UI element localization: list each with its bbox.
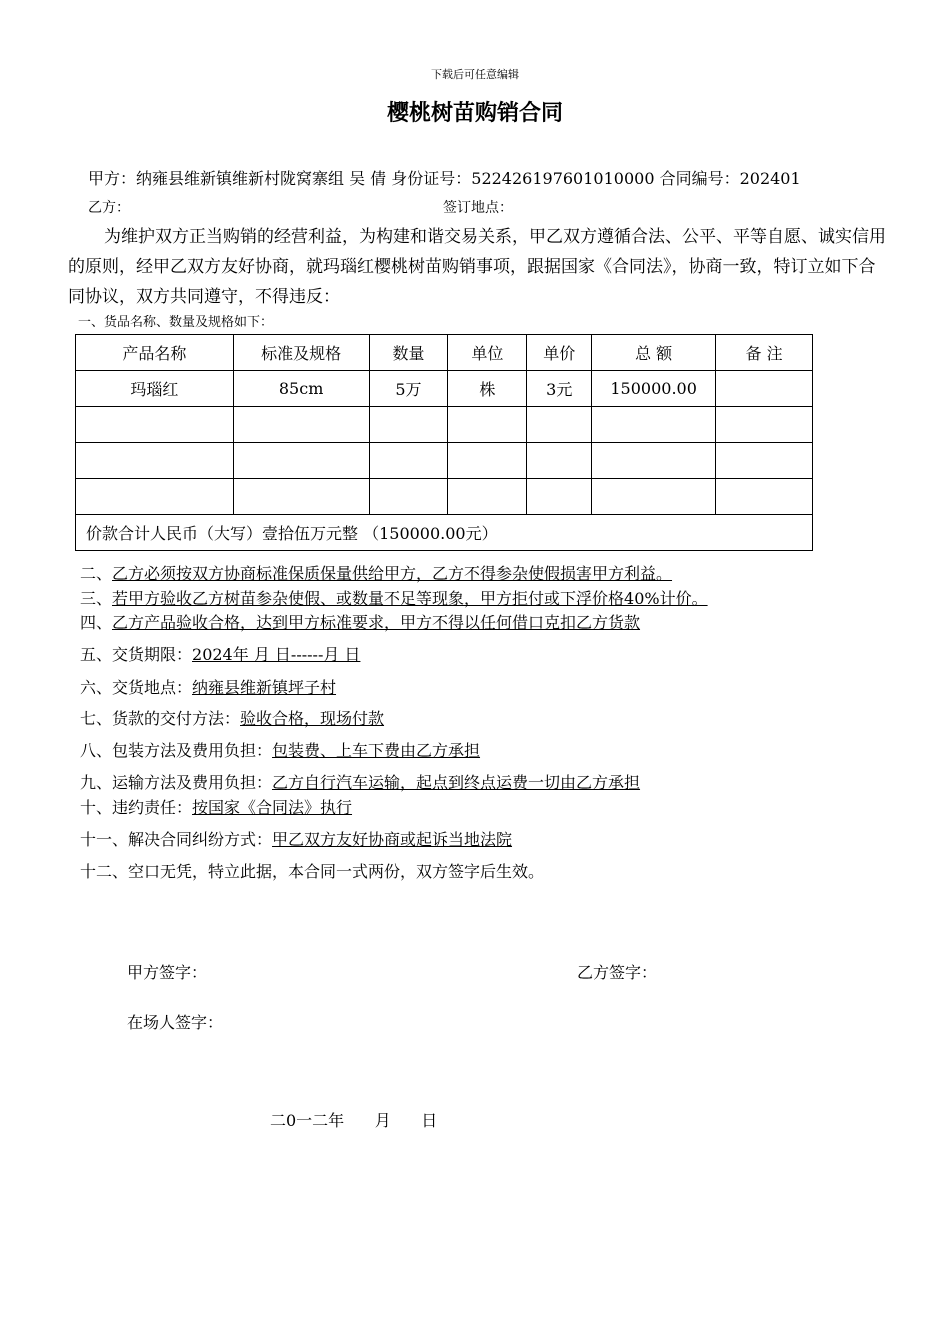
clause-label: 八、包装方法及费用负担： (80, 741, 273, 760)
table-cell: 3元 (527, 371, 592, 407)
contract-date: 二0一二年 月 日 (270, 1111, 438, 1130)
table-cell (448, 443, 527, 479)
table-header-row (76, 335, 813, 371)
party-b-label: 乙方： (88, 200, 130, 216)
party-a-line: 甲方：纳雍县维新镇维新村陇窝寨组 吴 倩 身份证号：522426197601010000 合同编号：202401 (88, 169, 801, 188)
table-cell (76, 407, 234, 443)
clause-text: 甲乙双方友好协商或起诉当地法院 (272, 830, 513, 849)
table-cell (76, 443, 234, 479)
header-note: 下载后可任意编辑 (431, 68, 519, 81)
clause-11 (80, 827, 512, 850)
table-cell (233, 407, 369, 443)
clause-label: 七、货款的交付方法： (80, 709, 241, 728)
table-header-cell: 总 额 (592, 335, 716, 371)
table-cell (592, 407, 716, 443)
party-b-signature-label: 乙方签字： (577, 963, 658, 982)
clause-label: 四、 (80, 613, 113, 632)
table-cell: 5万 (369, 371, 448, 407)
table-header-cell: 标准及规格 (233, 335, 369, 371)
clause-label: 十一、解决合同纠纷方式： (80, 830, 273, 849)
clause-10 (80, 795, 352, 818)
clause-label: 六、交货地点： (80, 678, 193, 697)
clause-label: 十二、空口无凭，特立此据，本合同一式两份，双方签字后生效。 (80, 862, 545, 881)
table-cell: 85cm (233, 371, 369, 407)
clause-text: 包装费、上车下费由乙方承担 (272, 741, 481, 760)
clause-3 (80, 586, 708, 609)
clause-text: 按国家《合同法》执行 (192, 798, 353, 817)
party-a-signature-label: 甲方签字： (127, 963, 208, 982)
table-cell (527, 479, 592, 515)
witness-signature-label: 在场人签字： (127, 1013, 224, 1032)
table-cell (76, 479, 234, 515)
table-row (76, 479, 813, 515)
contract-title: 樱桃树苗购销合同 (386, 100, 563, 126)
table-cell (527, 407, 592, 443)
table-cell (233, 443, 369, 479)
clause-8 (80, 738, 480, 761)
table-header-cell: 产品名称 (76, 335, 234, 371)
clause-4 (80, 610, 640, 633)
table-row (76, 371, 813, 407)
clause-label: 十、违约责任： (80, 798, 193, 817)
table-cell (448, 479, 527, 515)
table-cell (369, 479, 448, 515)
clause-label: 五、交货期限： (80, 645, 193, 664)
clause-9 (80, 770, 640, 793)
intro-paragraph: 为维护双方正当购销的经营利益，为构建和谐交易关系，甲乙双方遵循合法、公平、平等自愿、诚实信用的原则，经甲乙双方友好协商，就玛瑙红樱桃树苗购销事项，跟据国家《合同法》，协商一致，特订立如下合同协议，双方共同遵守，不得违反： (68, 227, 886, 307)
table-header-cell: 数量 (369, 335, 448, 371)
goods-table (75, 334, 813, 551)
clause-text: 纳雍县维新镇坪子村 (192, 678, 337, 697)
clause-7 (80, 706, 384, 729)
table-row (76, 443, 813, 479)
clause-6 (80, 675, 336, 698)
clause-2 (80, 561, 672, 584)
clause-label: 二、 (80, 564, 113, 583)
table-total-row (76, 515, 813, 551)
table-row (76, 407, 813, 443)
table-cell: 玛瑙红 (76, 371, 234, 407)
table-cell (369, 407, 448, 443)
table-cell (716, 479, 813, 515)
table-cell (592, 443, 716, 479)
clause-text: 乙方自行汽车运输，起点到终点运费一切由乙方承担 (272, 773, 641, 792)
table-cell: 150000.00 (592, 371, 716, 407)
table-cell: 株 (448, 371, 527, 407)
clause-text: 验收合格，现场付款 (240, 709, 385, 728)
table-cell (716, 407, 813, 443)
sign-place-label: 签订地点： (443, 200, 513, 216)
table-cell (448, 407, 527, 443)
section-goods-heading: 一、货品名称、数量及规格如下： (78, 315, 274, 330)
table-cell (592, 479, 716, 515)
clause-text: 乙方产品验收合格，达到甲方标准要求，甲方不得以任何借口克扣乙方货款 (112, 613, 641, 632)
total-amount: 价款合计人民币（大写）壹拾伍万元整 （150000.00元） (76, 515, 813, 551)
table-cell (716, 443, 813, 479)
clause-label: 三、 (80, 589, 113, 608)
clause-label: 九、运输方法及费用负担： (80, 773, 273, 792)
clause-5 (80, 642, 360, 665)
table-cell (716, 371, 813, 407)
table-header-cell: 备 注 (716, 335, 813, 371)
clause-12 (80, 859, 544, 882)
table-header-cell: 单价 (527, 335, 592, 371)
clause-text: 乙方必须按双方协商标准保质保量供给甲方，乙方不得参杂使假损害甲方利益。 (112, 564, 673, 583)
clause-text: 若甲方验收乙方树苗参杂使假、或数量不足等现象，甲方拒付或下浮价格40%计价。 (112, 589, 708, 608)
table-cell (527, 443, 592, 479)
table-cell (233, 479, 369, 515)
table-cell (369, 443, 448, 479)
clause-text: 2024年 月 日------月 日 (192, 645, 361, 664)
table-header-cell: 单位 (448, 335, 527, 371)
